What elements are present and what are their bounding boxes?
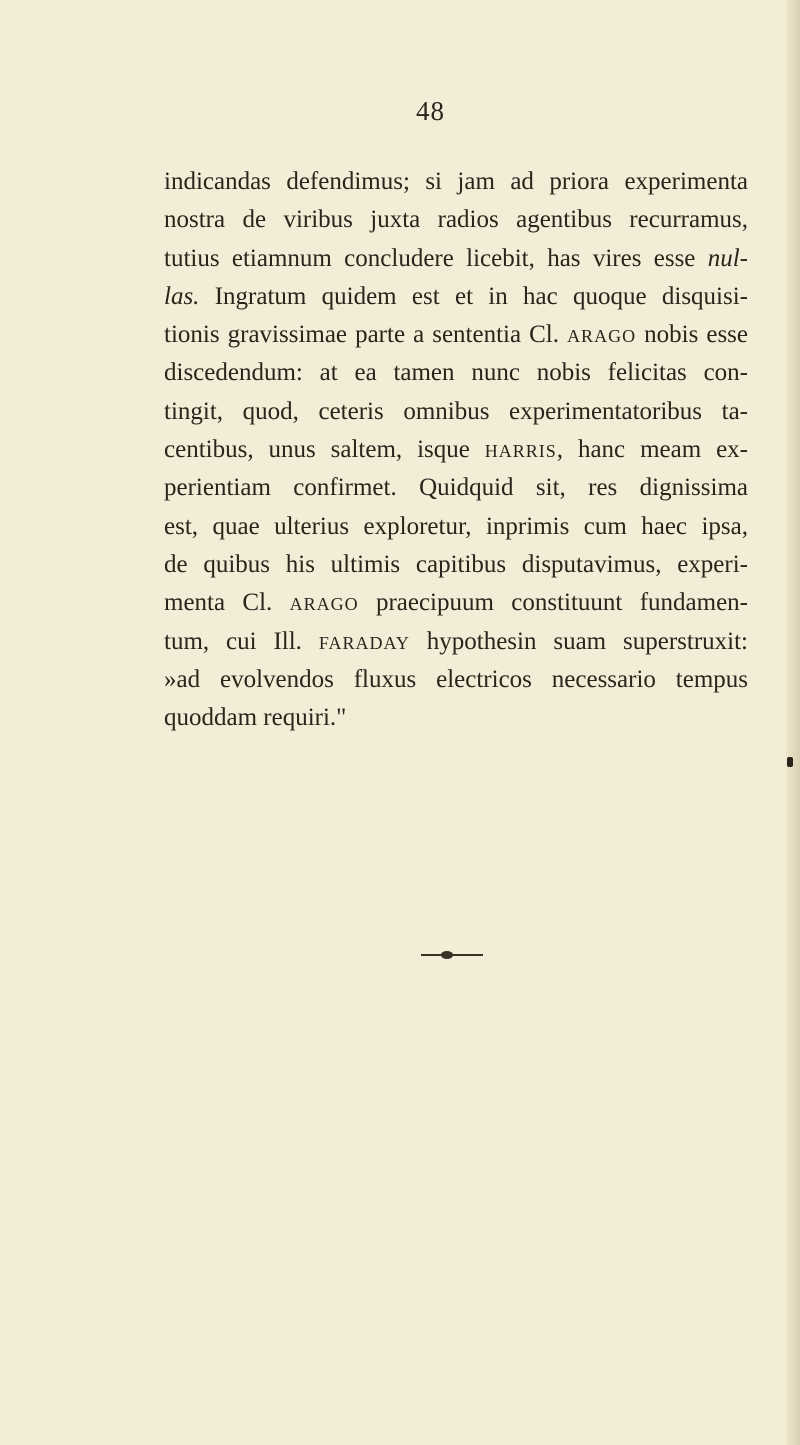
text-segment: hypothesin suam superstruxit:: [409, 627, 748, 655]
text-line: [164, 623, 748, 661]
text-line: [164, 163, 748, 201]
text-line: [164, 469, 748, 507]
text-segment: Ingratum quidem est et in hac quoque disquisi-: [199, 282, 748, 310]
text-segment: de quibus his ultimis capitibus disputavimus, experi-: [164, 550, 748, 578]
text-segment: nobis esse: [636, 321, 749, 349]
text-line: [164, 508, 748, 546]
author-name: arago: [567, 321, 637, 349]
text-segment: quoddam requiri.": [164, 704, 347, 732]
text-line: [164, 661, 748, 699]
text-line: [164, 201, 748, 239]
text-block: [164, 163, 748, 737]
text-segment: praecipuum constituunt fundamen-: [358, 589, 748, 617]
text-segment: nul-: [707, 244, 748, 272]
text-line: [164, 584, 748, 622]
author-name: arago: [289, 589, 359, 617]
text-segment: discedendum: at ea tamen nunc nobis felicitas con-: [164, 359, 748, 387]
text-line: [164, 431, 748, 469]
author-name: harris: [484, 436, 557, 464]
text-segment: nostra de viribus juxta radios agentibus recurramus,: [164, 206, 748, 234]
text-line: [164, 354, 748, 392]
page-number: 48: [416, 96, 445, 126]
ink-speck: [787, 757, 793, 767]
text-segment: »ad evolvendos fluxus electricos necessario tempus: [164, 665, 748, 693]
text-line: [164, 546, 748, 584]
text-segment: est, quae ulterius exploretur, inprimis cum haec ipsa,: [164, 512, 748, 540]
author-name: faraday: [318, 627, 410, 655]
text-segment: tutius etiamnum concludere licebit, has vires esse: [164, 244, 708, 272]
text-segment: , hanc meam ex-: [556, 436, 748, 464]
text-segment: tum, cui Ill.: [164, 627, 319, 655]
section-divider-ornament: [421, 954, 483, 956]
text-line: [164, 240, 748, 278]
text-segment: tionis gravissimae parte a sententia Cl.: [164, 321, 568, 349]
text-segment: centibus, unus saltem, isque: [164, 436, 485, 464]
text-line: [164, 316, 748, 354]
text-line: [164, 393, 748, 431]
page-edge: [786, 0, 800, 1445]
text-line: [164, 699, 748, 737]
text-line: [164, 278, 748, 316]
text-segment: menta Cl.: [164, 589, 290, 617]
text-segment: indicandas defendimus; si jam ad priora experimenta: [164, 168, 748, 195]
text-segment: tingit, quod, ceteris omnibus experimentatoribus ta-: [164, 397, 748, 425]
text-segment: las.: [164, 282, 200, 310]
text-segment: perientiam confirmet. Quidquid sit, res dignissima: [164, 474, 748, 502]
